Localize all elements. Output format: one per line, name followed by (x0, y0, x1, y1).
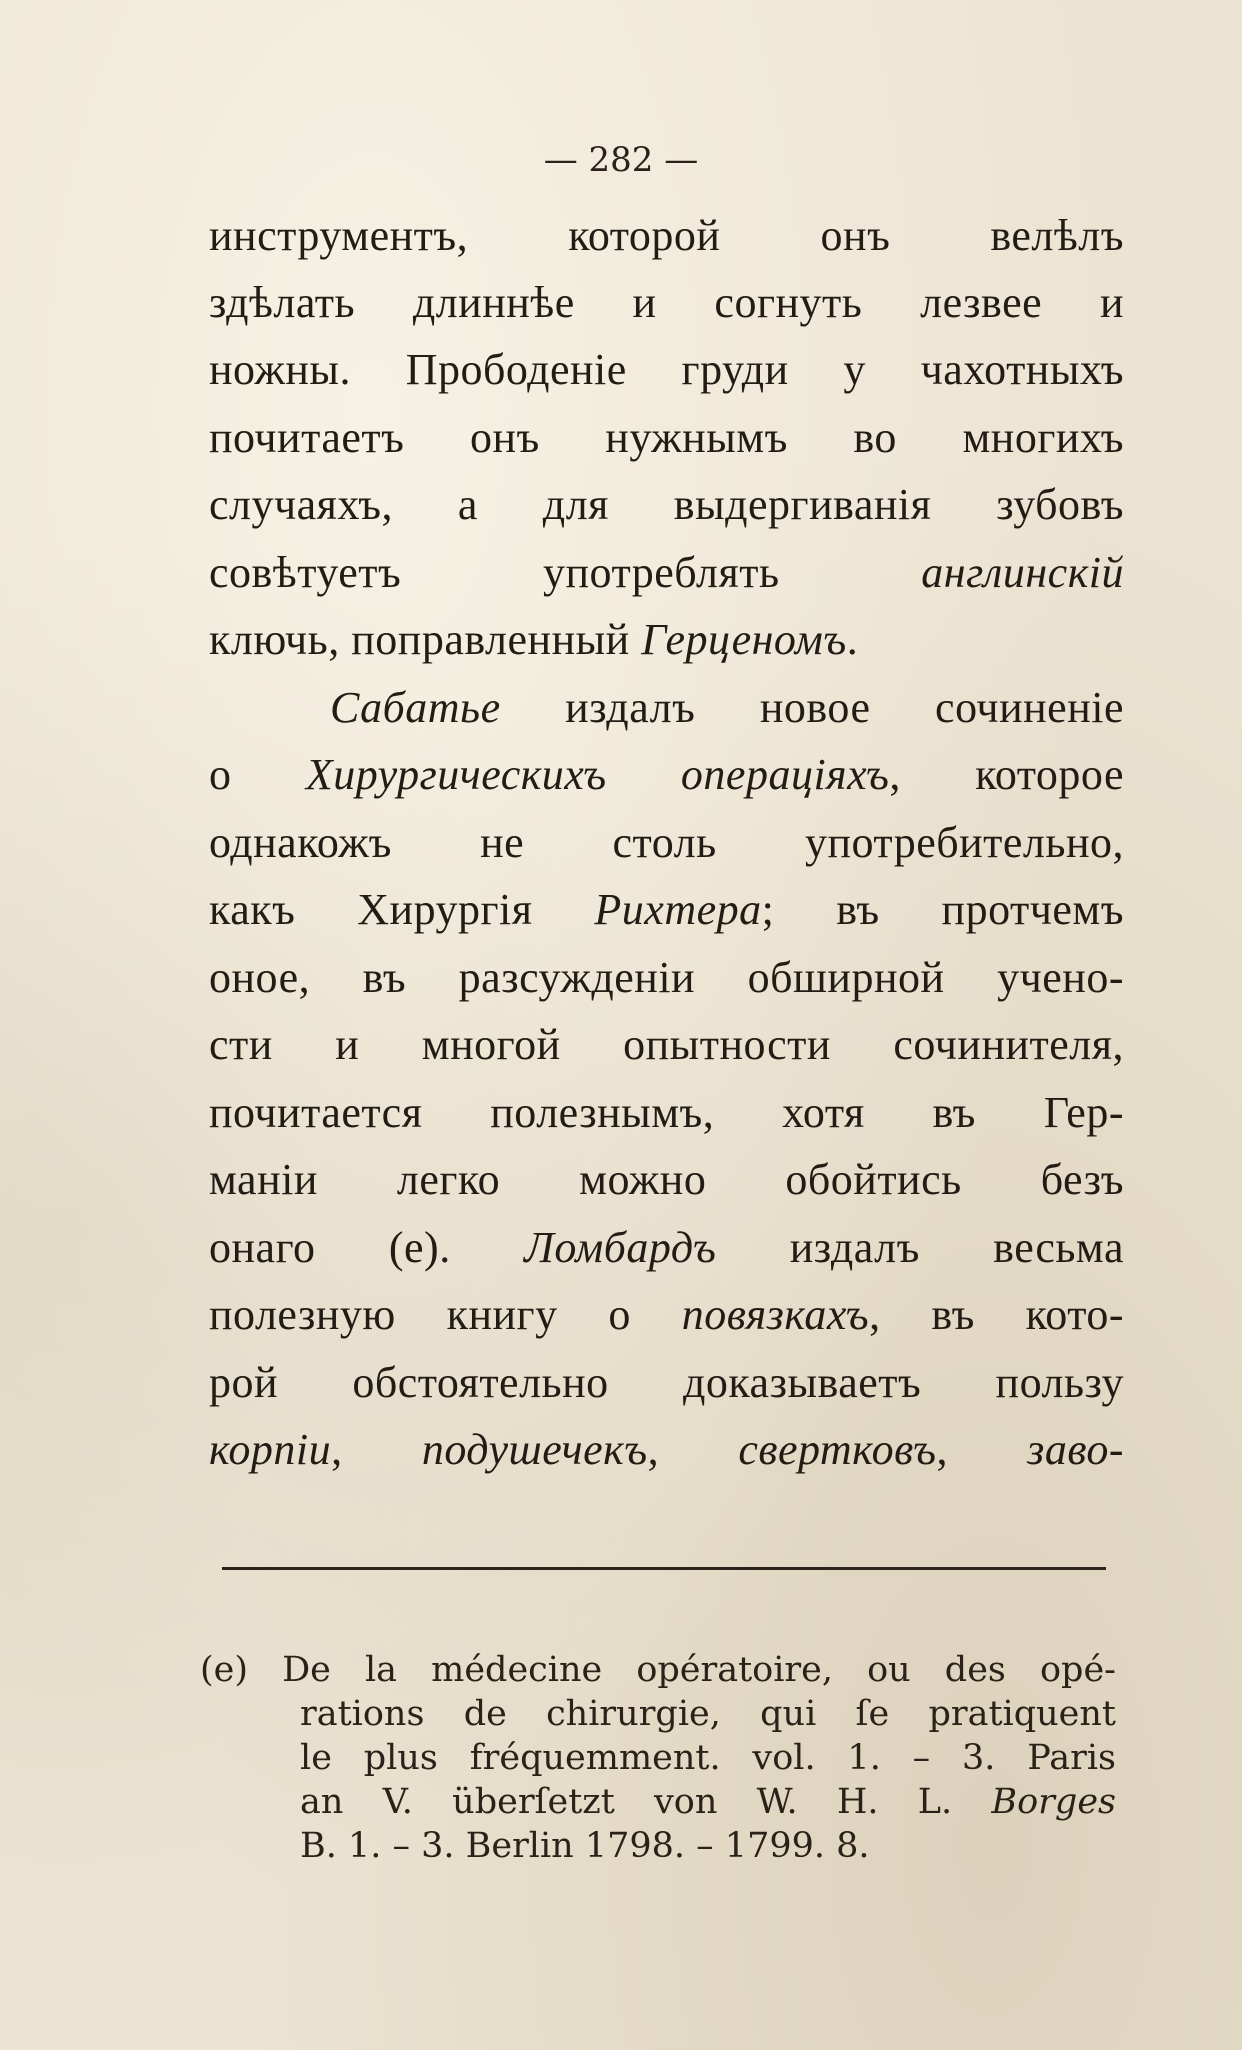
footnote-line (200, 1650, 1116, 1690)
italic-text: Ломбардъ (524, 1223, 717, 1272)
text-run: , (936, 1425, 1028, 1474)
text-run: рой обстоятельно доказываетъ пользу (209, 1358, 1124, 1407)
text-run: какъ Хирургія (209, 885, 595, 934)
text-run: ножны. Прободеніе груди у чахотныхъ (209, 345, 1124, 394)
text-run: . (846, 615, 859, 664)
text-run: о (209, 750, 306, 799)
italic-text: Borges (991, 1782, 1116, 1822)
body-text-line (209, 1017, 1124, 1073)
text-run: оное, въ разсужденіи обширной учено- (209, 953, 1124, 1002)
body-text-line (209, 1220, 1124, 1276)
italic-text: Хирургическихъ операціяхъ (305, 750, 890, 799)
text-run: rations de chirurgie, qui ſe pratiquent (300, 1694, 1116, 1734)
italic-text: заво- (1027, 1425, 1124, 1474)
footnote-line (300, 1826, 1116, 1866)
text-run: издалъ весьма (716, 1223, 1124, 1272)
body-text-line (209, 410, 1124, 466)
body-text-line (209, 882, 1124, 938)
footnote-separator-rule (222, 1567, 1106, 1570)
italic-text: англинскій (921, 548, 1124, 597)
text-run: le plus fréquemment. vol. 1. – 3. Paris (300, 1738, 1116, 1778)
text-run: ключь, поправленный (209, 615, 642, 664)
footnote-line (300, 1782, 1116, 1822)
body-text-line (209, 1287, 1124, 1343)
body-text-line (209, 747, 1124, 803)
text-run: совѣтуетъ употреблять (209, 548, 922, 597)
text-run: инструментъ, которой онъ велѣлъ (209, 211, 1124, 260)
italic-text: Рихтера (594, 885, 762, 934)
text-run: , въ кото- (869, 1290, 1124, 1339)
text-run: (e) De la médecine opératoire, ou des opé- (200, 1650, 1116, 1690)
body-text-line (209, 208, 1124, 264)
body-text-line (209, 1152, 1124, 1208)
text-run: случаяхъ, а для выдергиванія зубовъ (209, 480, 1124, 529)
text-run: , (647, 1425, 739, 1474)
body-text-line (209, 545, 1124, 601)
body-text-line (209, 275, 1124, 331)
body-text-line (209, 1355, 1124, 1411)
text-run: онаго (е). (209, 1223, 525, 1272)
text-run: маніи легко можно обойтись безъ (209, 1155, 1124, 1204)
body-text-line (209, 612, 1124, 668)
text-run: издалъ новое сочиненіе (500, 683, 1124, 732)
body-text-line (209, 815, 1124, 871)
italic-text: свертковъ (738, 1425, 937, 1474)
page-number: — 282 — (543, 140, 699, 180)
italic-text: корпіи (209, 1425, 332, 1474)
text-run: , (331, 1425, 422, 1474)
body-text-line (209, 477, 1124, 533)
text-run: an V. überſetzt von W. H. L. (300, 1782, 992, 1822)
italic-text: Сабатье (330, 683, 501, 732)
italic-text: Герценомъ (641, 615, 847, 664)
text-run: почитается полезнымъ, хотя въ Гер- (209, 1088, 1124, 1137)
text-run: почитаетъ онъ нужнымъ во многихъ (209, 413, 1124, 462)
text-run: сти и многой опытности сочинителя, (209, 1020, 1124, 1069)
text-run: B. 1. – 3. Berlin 1798. – 1799. 8. (300, 1826, 870, 1866)
text-run: однакожъ не столь употребительно, (209, 818, 1124, 867)
text-run: , которое (889, 750, 1125, 799)
body-text-line (330, 680, 1124, 736)
body-text-line (209, 1085, 1124, 1141)
text-run: ; въ протчемъ (761, 885, 1125, 934)
body-text-line (209, 342, 1124, 398)
italic-text: повязкахъ (681, 1290, 870, 1339)
footnote-line (300, 1738, 1116, 1778)
text-run: здѣлать длиннѣе и согнуть лезвее и (209, 278, 1124, 327)
italic-text: подушечекъ (421, 1425, 648, 1474)
footnote-line (300, 1694, 1116, 1734)
body-text-line (209, 950, 1124, 1006)
text-run: полезную книгу о (209, 1290, 682, 1339)
body-text-line (209, 1422, 1124, 1478)
